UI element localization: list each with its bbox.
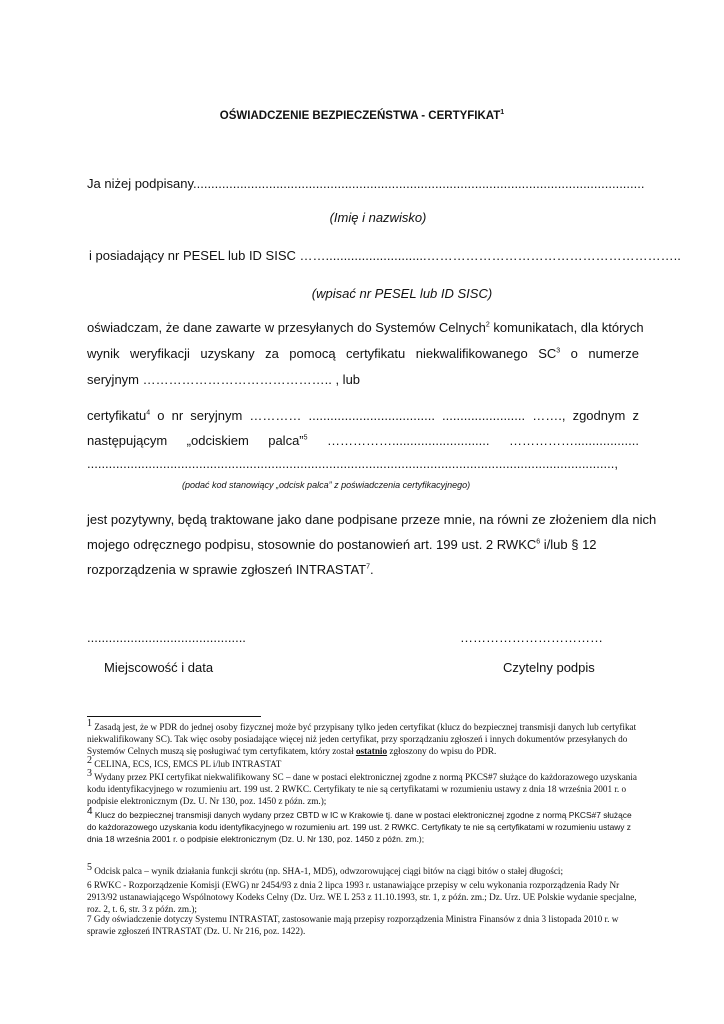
footnote-ref-6: 6 — [536, 538, 541, 546]
p1-l1-b: komunikatach, dla których — [489, 320, 644, 335]
fingerprint-dots-1: ……………........................... — [326, 433, 490, 448]
p1-l1-a: oświadczam, że dane zawarte w przesyłanych do Systemów Celnych — [87, 320, 486, 335]
word: pomocą — [289, 346, 336, 361]
place-date-label: Miejscowość i data — [104, 660, 214, 675]
footnote-1: 1 Zasadą jest, że w PDR do jednej osoby fizycznej może być przypisany tylko jeden certyfikat (klucz do bezpiecznej transmisji danych lub certyfikat niekwalifikowany SC). Tak więc osoby posiadające więcej niż jeden certyfikat, przy sporządzaniu zgłoszeń i innych dokumentów przesyłanych do Systemów Celnych muszą się posługiwać tym certyfikatem, który został ostatnio zgłoszony do wpisu do PDR. — [87, 717, 637, 756]
footnote-ref-4: 4 — [146, 409, 151, 417]
p3-l2-a: mojego odręcznego podpisu, stosownie do postanowień art. 199 ust. 2 RWKC — [87, 537, 537, 552]
p3-l2-b: i/lub § 12 — [540, 537, 597, 552]
word: następującym — [87, 433, 168, 448]
footnote-ref-5: 5 — [303, 434, 308, 442]
name-hint: (Imię i nazwisko) — [329, 210, 427, 225]
p1-line-2 — [87, 346, 639, 361]
title-text: OŚWIADCZENIE BEZPIECZEŃSTWA - CERTYFIKAT — [219, 110, 501, 122]
p3-l3-a: rozporządzenia w sprawie zgłoszeń INTRASTAT — [87, 562, 367, 577]
word: ................................... — [308, 408, 435, 423]
p2-line-3: .................................................................................................................................................., — [87, 456, 618, 471]
word: SC — [538, 346, 557, 361]
footnote-ref-3: 3 — [556, 347, 561, 355]
footnote-6: 6 RWKC - Rozporządzenie Komisji (EWG) nr 2454/93 z dnia 2 lipca 1993 r. ustanawiające przepisy w celu wykonania rozporządzenia Rady Nr 2913/92 ustanawiającego Wspólnotowy Kodeks Celny (Dz. Urz. WE L 253 z 11.10.1993, str. 1, z późn. zm.; Dz. Urz. UE Polskie wydanie specjalne, roz. 2, t. 6, str. 3 z późn. zm.); — [87, 880, 637, 914]
signature-dots: …………………………… — [460, 630, 603, 645]
word: ………… — [249, 408, 302, 423]
word: ……., — [532, 408, 566, 423]
place-date-dots: ............................................ — [87, 630, 246, 645]
pesel-line: i posiadający nr PESEL lub ID SISC ……............................………………………………………………….. — [89, 248, 681, 263]
p3-l3-b: . — [370, 562, 374, 577]
word: uzyskany — [200, 346, 255, 361]
fingerprint-dots-2: …………….................. — [508, 433, 639, 448]
word: zgodnym — [572, 408, 626, 423]
footnote-4: 4 Klucz do bezpiecznej transmisji danych wydany przez CBTD w IC w Krakowie tj. dane w postaci elektronicznej zgodne z normą PKCS#7 służące do każdorazowego uzyskania kodu identyfikacyjnego w rozumieniu art. 199 ust. 2 RWKC. Certyfikaty te nie są certyfikatami w rozumieniu ustawy z dnia 18 września 2001 r. o podpisie elektronicznym (Dz. U. Nr 130, poz. 1450 z późn. zm.); — [87, 806, 632, 844]
word: weryfikacji — [129, 346, 190, 361]
word: niekwalifikowanego — [415, 346, 528, 361]
word: certyfikatu — [346, 346, 406, 361]
p3-line-2 — [87, 537, 639, 552]
word: wynik — [87, 346, 120, 361]
footnote-3: 3 Wydany przez PKI certyfikat niekwalifikowany SC – dane w postaci elektronicznej zgodne z normą PKCS#7 służące do każdorazowego uzyskania kodu identyfikacyjnego w rozumieniu art. 199 ust. 2 RWKC. Certyfikaty te nie są certyfikatami w rozumieniu ustawy z dnia 18 września 2001 r. o podpisie elektronicznym (Dz. U. Nr 130, poz. 1450 z późn. zm.); — [87, 767, 637, 806]
footnote-separator — [87, 716, 261, 717]
footnote-5: 5 Odcisk palca – wynik działania funkcji skrótu (np. SHA-1, MD5), odwzorowującej ciągi bitów na ciągi bitów o stałej długości; — [87, 861, 564, 876]
footnote-7: 7 Gdy oświadczenie dotyczy Systemu INTRASTAT, zastosowanie mają przepisy rozporządzenia Ministra Finansów z dnia 3 listopada 2010 r. w sprawie zgłoszeń INTRASTAT (Dz. U. Nr 216, poz. 1422). — [87, 914, 619, 936]
pesel-hint: (wpisać nr PESEL lub ID SISC) — [311, 286, 493, 301]
word: certyfikatu — [87, 408, 147, 423]
name-line: Ja niżej podpisany............................................................................................................................. — [87, 176, 645, 191]
word: „odciskiem — [186, 433, 249, 448]
p1-line-3: seryjnym …………………………………….. , lub — [87, 372, 361, 387]
p3-line-3 — [87, 562, 639, 577]
p2-line-2 — [87, 433, 639, 448]
word: seryjnym — [190, 408, 243, 423]
word: o — [157, 408, 165, 423]
word: nr — [171, 408, 184, 423]
word: numerze — [588, 346, 639, 361]
word: z — [632, 408, 639, 423]
word: palca” — [268, 433, 304, 448]
fingerprint-hint: (podać kod stanowiący „odcisk palca” z poświadczenia certyfikacyjnego) — [182, 480, 471, 490]
word: o — [570, 346, 578, 361]
footnote-2: 2 CELINA, ECS, ICS, EMCS PL i/lub INTRASTAT — [87, 754, 282, 769]
title-footnote-ref: 1 — [500, 109, 505, 117]
p2-line-1 — [87, 408, 639, 423]
footnote-ref-2: 2 — [485, 321, 490, 329]
signature-label: Czytelny podpis — [503, 660, 595, 675]
footnote-ref-7: 7 — [366, 563, 371, 571]
document-title — [0, 110, 724, 122]
word: ....................... — [442, 408, 526, 423]
p1-line-1 — [87, 320, 644, 335]
word: za — [265, 346, 279, 361]
p3-line-1: jest pozytywny, będą traktowane jako dane podpisane przeze mnie, na równi ze złożeniem dla nich — [87, 512, 657, 527]
